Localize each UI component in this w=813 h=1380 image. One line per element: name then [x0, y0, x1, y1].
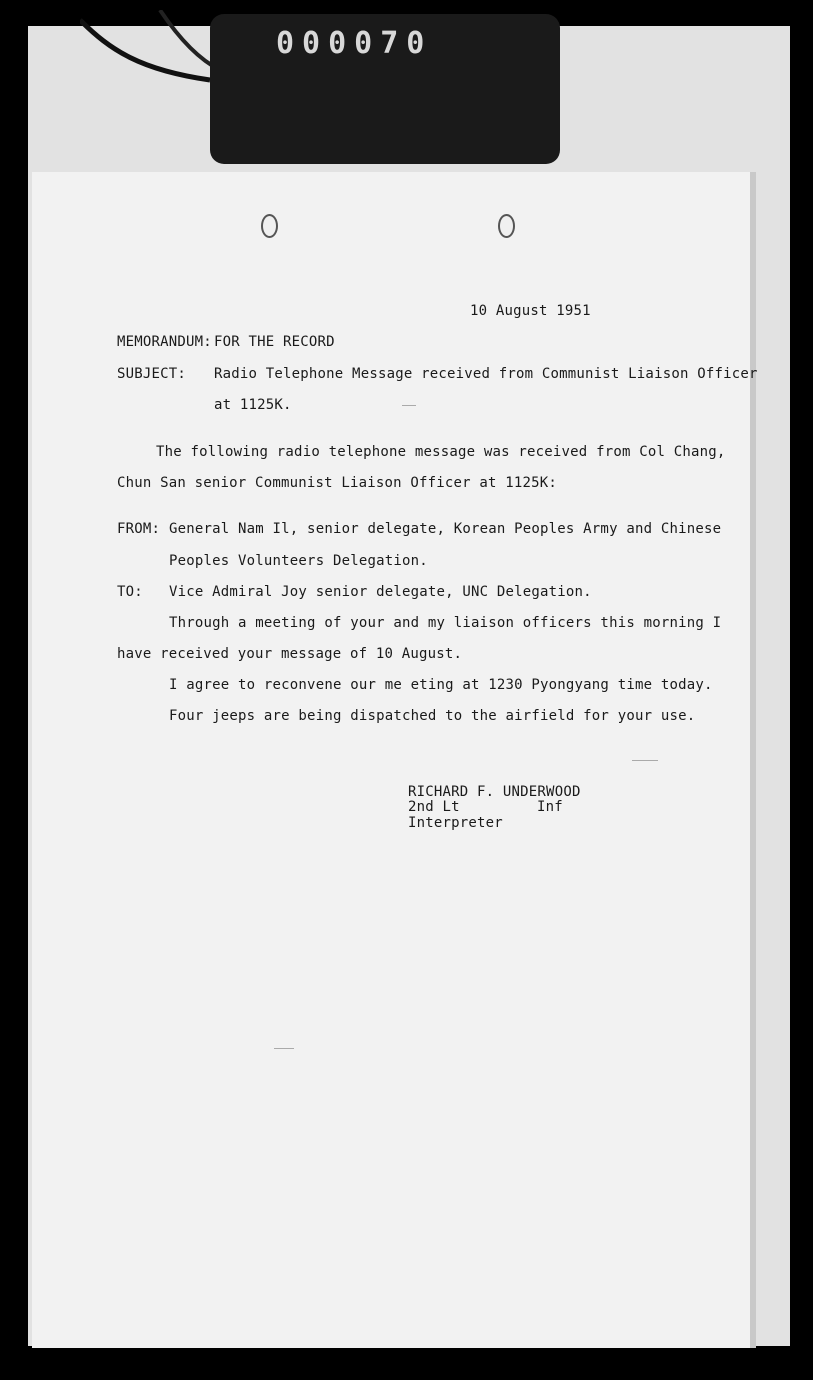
intro-line-1: The following radio telephone message was received from Col Chang,	[156, 444, 726, 460]
from-label: FROM:	[117, 521, 161, 537]
signature-name: RICHARD F. UNDERWOOD	[408, 784, 581, 800]
signature-branch: Inf	[537, 799, 563, 815]
memo-date: 10 August 1951	[470, 303, 591, 319]
memorandum-label: MEMORANDUM:	[117, 334, 212, 350]
to-value: Vice Admiral Joy senior delegate, UNC Delegation.	[169, 584, 592, 600]
stray-mark	[632, 760, 658, 761]
body-line-3: I agree to reconvene our me eting at 1230 Pyongyang time today.	[169, 677, 713, 693]
subject-line-2: at 1125K.	[214, 397, 292, 413]
memo-page	[32, 172, 758, 1348]
stray-mark	[274, 1048, 294, 1049]
to-label: TO:	[117, 584, 143, 600]
from-line-1: General Nam Il, senior delegate, Korean Peoples Army and Chinese	[169, 521, 722, 537]
subject-line-1: Radio Telephone Message received from Communist Liaison Officer	[214, 366, 758, 382]
frame-counter	[210, 14, 560, 164]
signature-rank: 2nd Lt	[408, 799, 460, 815]
from-line-2: Peoples Volunteers Delegation.	[169, 553, 428, 569]
intro-line-2: Chun San senior Communist Liaison Officer at 1125K:	[117, 475, 558, 491]
signature-title: Interpreter	[408, 815, 503, 831]
subject-label: SUBJECT:	[117, 366, 187, 382]
frame-counter-number: 000070	[276, 26, 433, 61]
punch-hole-left	[261, 214, 278, 238]
body-line-1: Through a meeting of your and my liaison officers this morning I	[169, 615, 722, 631]
body-line-4: Four jeeps are being dispatched to the airfield for your use.	[169, 708, 696, 724]
body-line-2: have received your message of 10 August.	[117, 646, 463, 662]
stray-mark	[402, 405, 416, 406]
punch-hole-right	[498, 214, 515, 238]
memorandum-value: FOR THE RECORD	[214, 334, 335, 350]
